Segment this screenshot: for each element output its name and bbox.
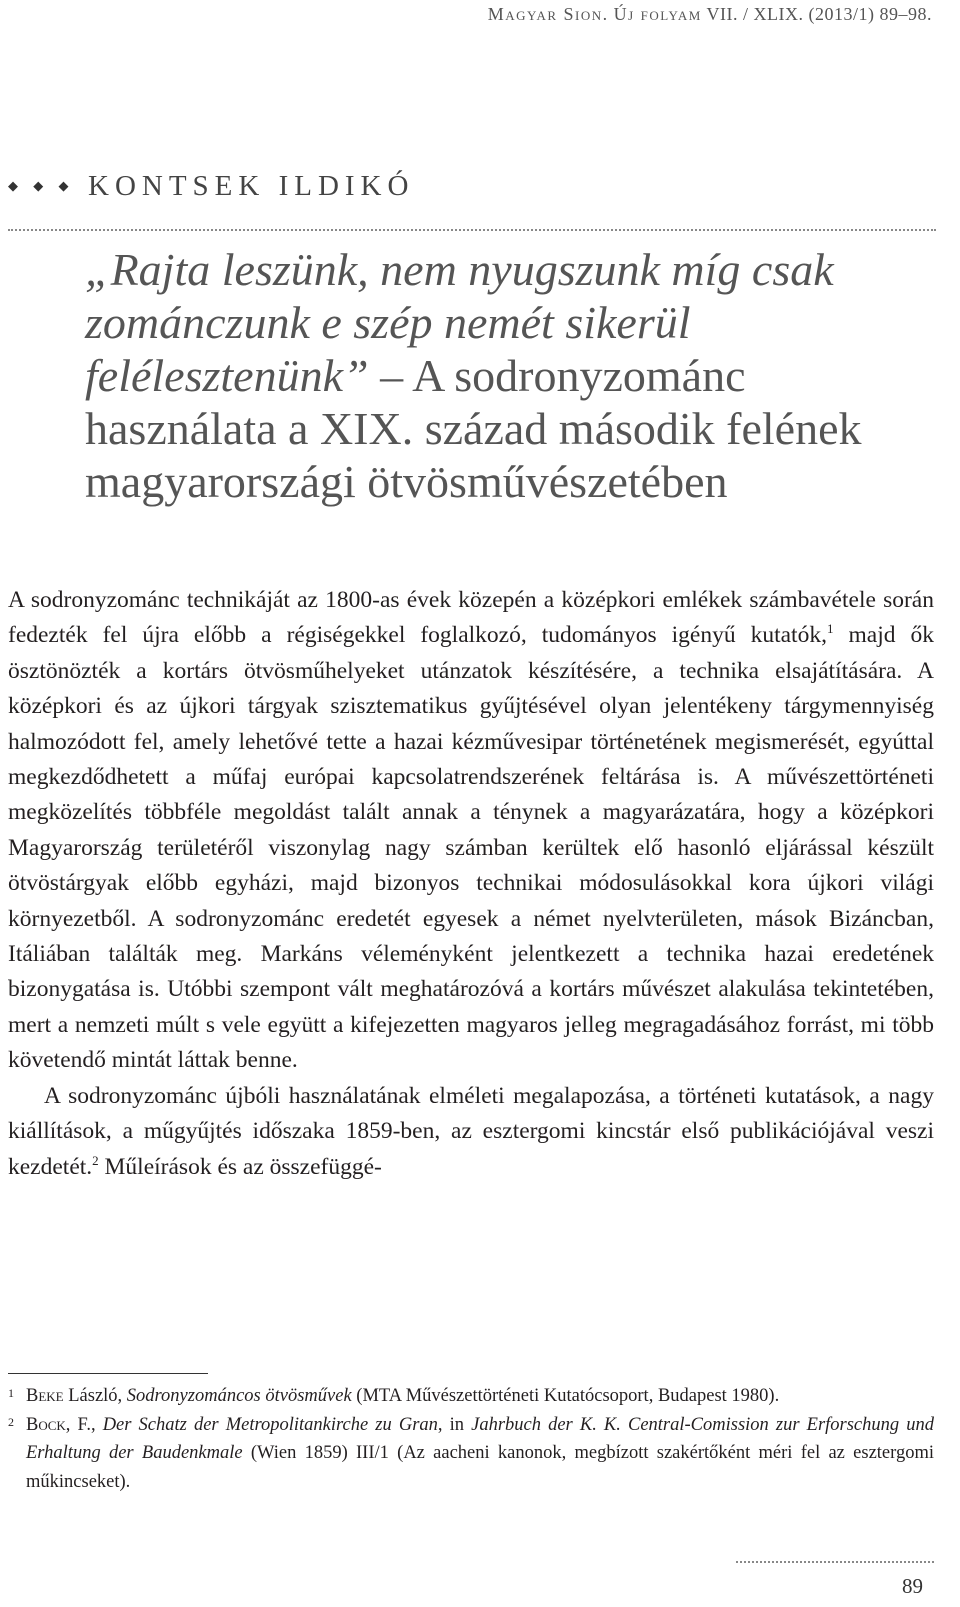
running-head <box>488 4 932 25</box>
footnote-title: Sodronyzománcos ötvösművek <box>126 1386 352 1406</box>
journal-name: Magyar Sion. <box>487 4 609 24</box>
footnote-divider <box>8 1373 208 1374</box>
title-subtitle: A sodronyzománc használata a XIX. század második felének magyarországi ötvösművészetében <box>85 350 862 507</box>
article-title <box>85 243 905 508</box>
footnote-author: Beke <box>26 1386 64 1406</box>
title-quote: „Rajta leszünk, nem nyugszunk míg csak zománczunk e szép nemét sikerül felélesztenünk” <box>85 244 834 401</box>
footnote-2 <box>8 1411 934 1497</box>
paragraph-text: majd ők ösztönözték a kortárs ötvösműhelyeket utánzatok készítésére, a technika elsajátítására. A középkori és az újkori tárgyak szisztematikus gyűjtésével olyan jelentékeny tárgymennyiség halmozódott fel, amely lehetővé tette a hazai kézművesipar történetének megismerését, egyúttal megkezdődhetett a műfaj európai kapcsolatrendszerének feltárása is. A művészettörténeti megközelítés többféle megoldást talált annak a ténynek a magyarázatára, hogy a középkori Magyarország területéről viszonylag nagy számban kerültek elő hasonló eljárással készült ötvöstárgyak előbb egyházi, majd bizonyos technikai módosulásokkal kora újkori világi környezetből. A sodronyzománc eredetét egyesek a német nyelvterületen, mások Bizáncban, Itáliában találták meg. Markáns véleményként jelentkezett a technika hazai eredetének bizonygatása is. Utóbbi szempont vált meghatározóvá a kortárs művészet alakulása tekintetében, mert a nemzeti múlt s vele együtt a kifejezetten magyaros jelleg megragadásához forrást, mi több követendő mintát láttak benne. <box>8 622 934 1074</box>
footnote-text: László, <box>63 1386 127 1406</box>
title-dash: – <box>368 350 413 401</box>
paragraph-2 <box>8 1079 934 1185</box>
footnote-ref-1[interactable]: 1 <box>826 621 834 637</box>
volume-info: VII. / XLIX. (2013/1) 89–98. <box>706 4 932 24</box>
series-label: Új folyam <box>613 4 702 24</box>
author-name: KONTSEK ILDIKÓ <box>88 170 415 202</box>
paragraph-1 <box>8 583 934 1079</box>
footnote-1 <box>8 1382 934 1411</box>
footnote-text: (MTA Művészettörténeti Kutatócsoport, Budapest 1980). <box>351 1386 780 1406</box>
paragraph-text: Műleírások és az összefüggé- <box>98 1153 382 1180</box>
article-body <box>8 583 934 1185</box>
diamond-ornament-icon: ◆ ◆ ◆ <box>8 178 75 193</box>
footnote-number: 2 <box>8 1414 14 1429</box>
page-number: 89 <box>902 1574 923 1598</box>
footnotes <box>8 1382 934 1496</box>
footnote-number: 1 <box>8 1386 14 1400</box>
footnote-journal: Jahrbuch der K. K. Central-Comission zur Erforschung und Erhaltung der Baudenkmale <box>26 1414 934 1464</box>
author-divider <box>8 229 936 231</box>
footnote-author: Bock <box>26 1414 66 1435</box>
page-number-divider <box>736 1561 934 1563</box>
footnote-text: , in <box>437 1414 472 1435</box>
footnote-text: , F., <box>65 1414 103 1435</box>
footnote-text: (Wien 1859) III/1 (Az aacheni kanonok, megbízott szakértőként méri fel az esztergomi műkincseket). <box>26 1443 934 1492</box>
footnote-ref-2[interactable]: 2 <box>92 1152 99 1168</box>
paragraph-text: A sodronyzománc újbóli használatának elméleti megalapozása, a történeti kutatások, a nagy kiállítások, a műgyűjtés időszaka 1859-ben, az esztergomi kincstár első publikációjával veszi kezdetét. <box>8 1082 934 1180</box>
paragraph-text: A sodronyzománc technikáját az 1800-as évek közepén a középkori emlékek számbavétele során fedezték fel újra előbb a régiségekkel foglalkozó, tudományos igényű kutatók, <box>8 587 934 649</box>
footnote-title: Der Schatz der Metropolitankirche zu Gran <box>102 1414 438 1435</box>
